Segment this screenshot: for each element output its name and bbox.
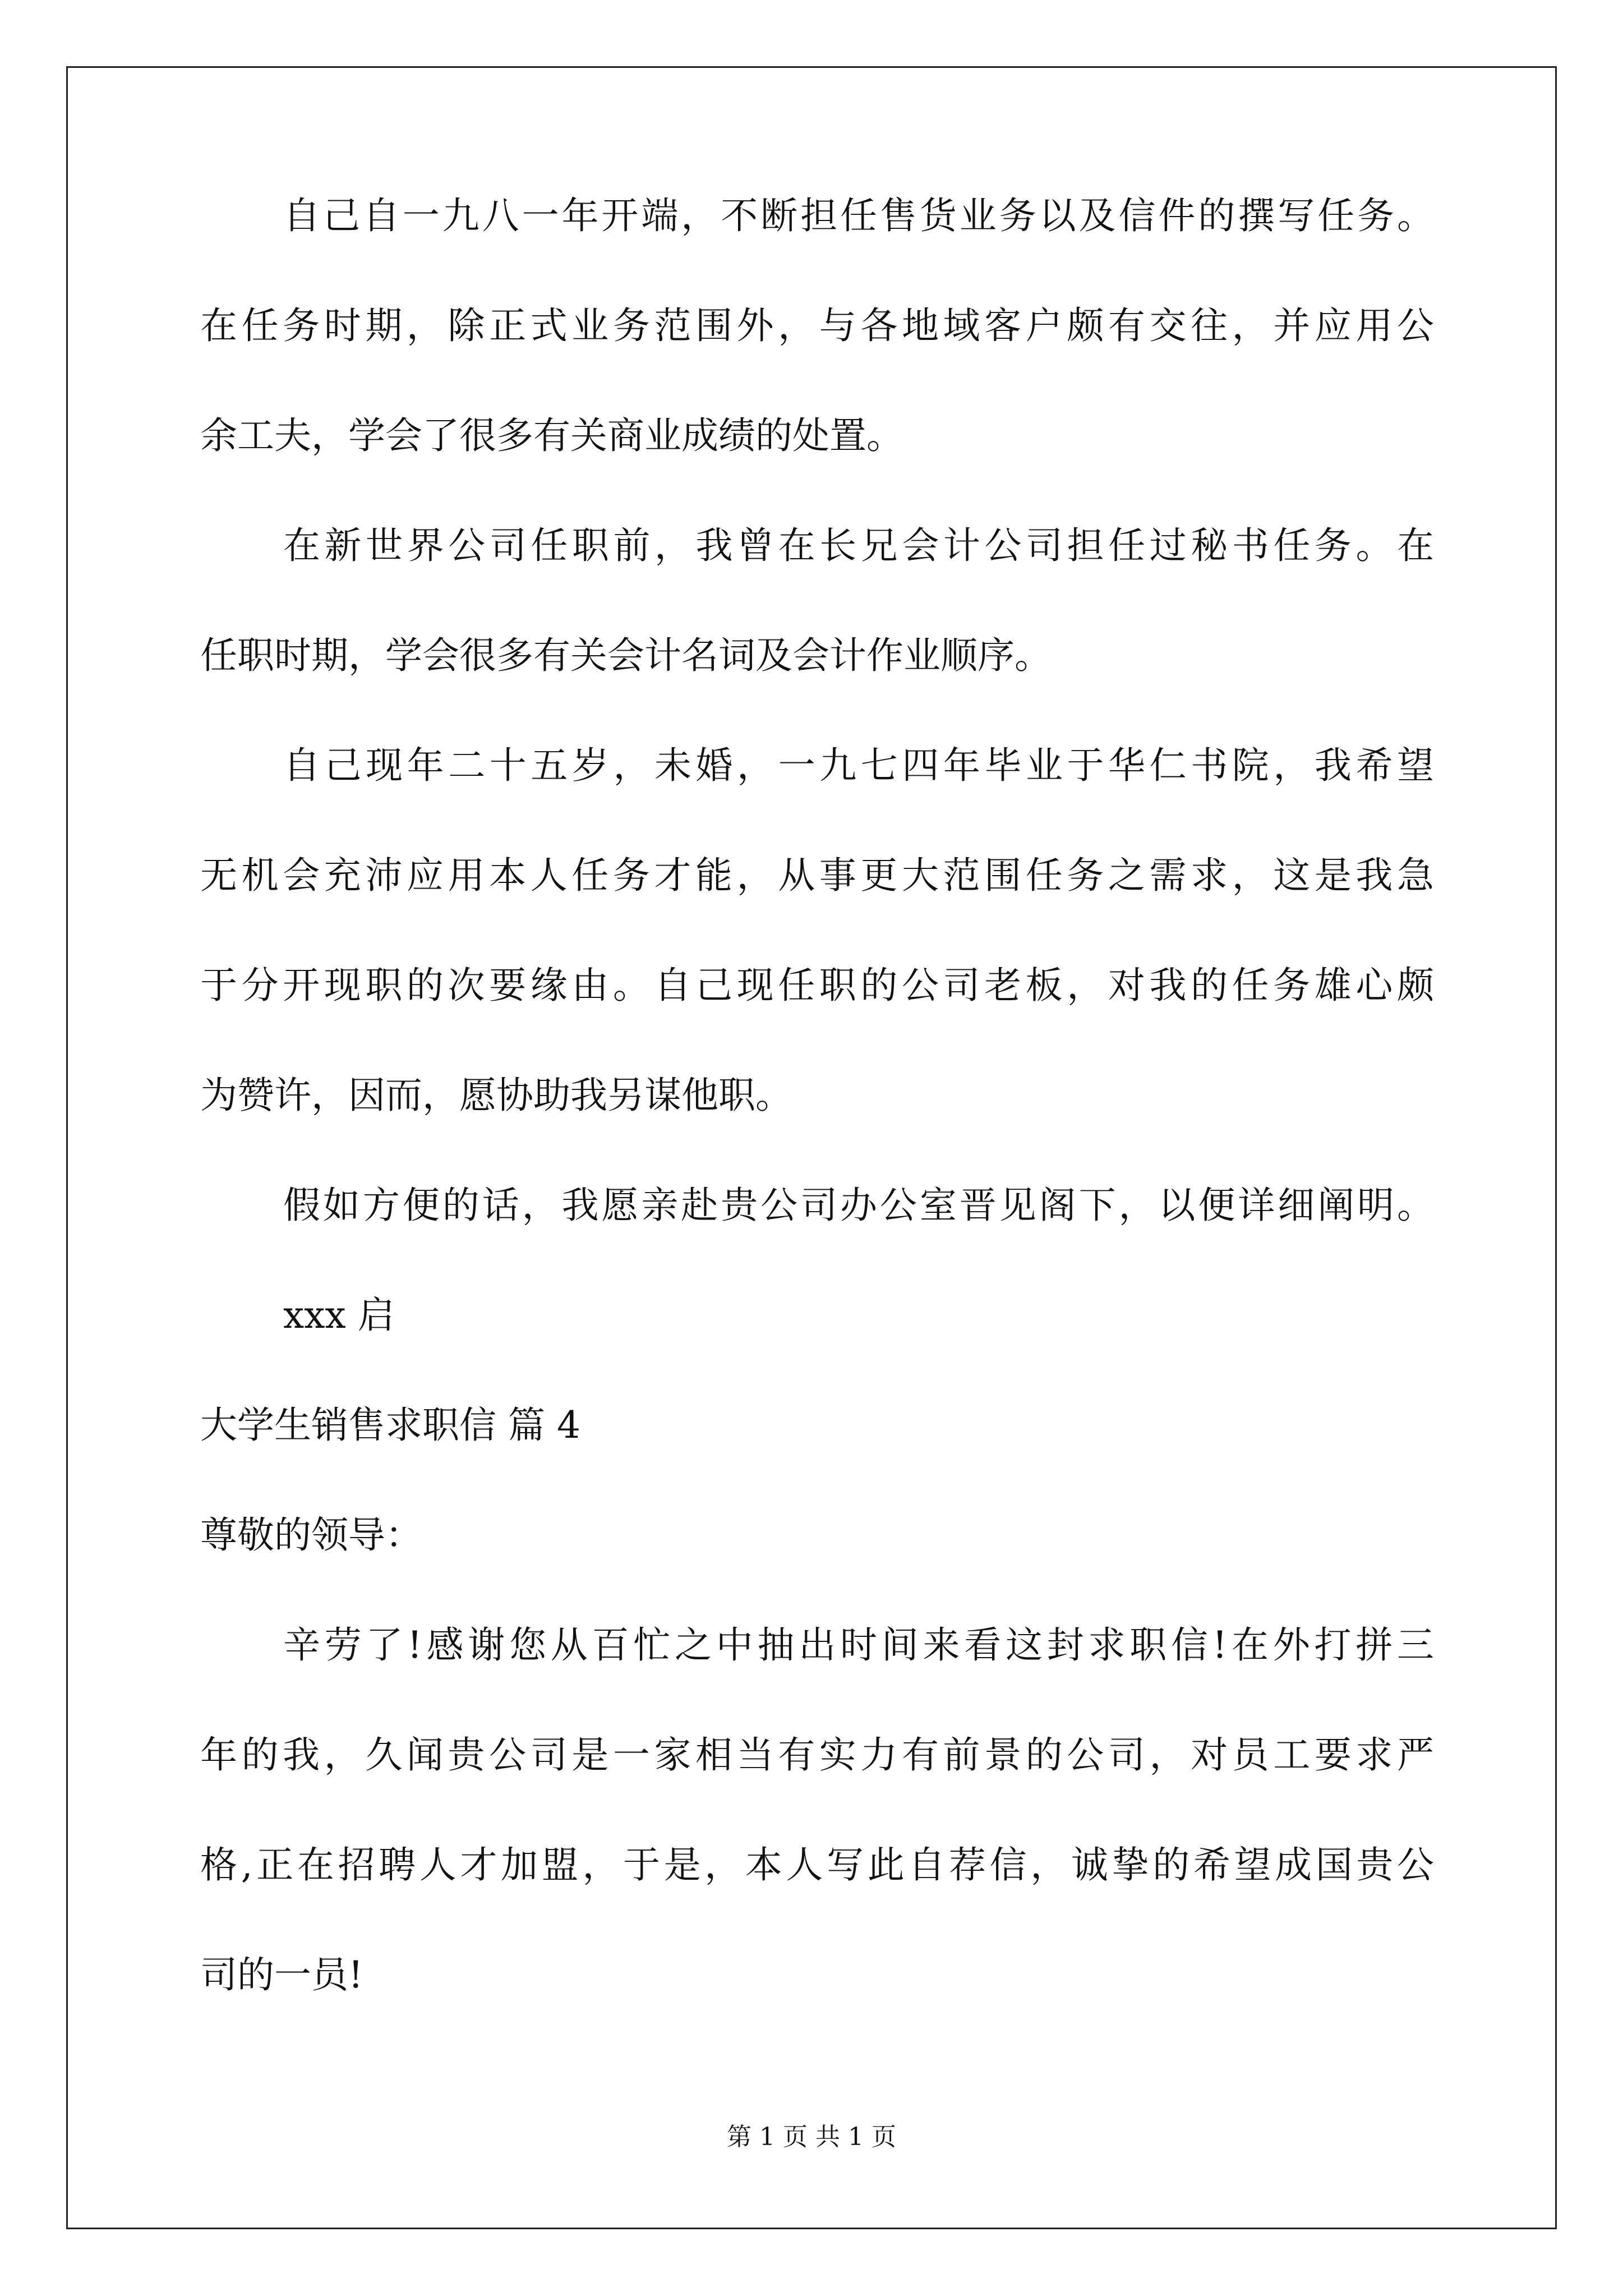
section-heading: 大学生销售求职信 篇 4 — [200, 1404, 580, 1447]
paragraph-line: 余工夫，学会了很多有关商业成绩的处置。 — [200, 414, 903, 457]
paragraph-line: 在新世界公司任职前，我曾在长兄会计公司担任过秘书任务。在 — [283, 524, 1434, 567]
signature-line: xxx 启 — [283, 1294, 395, 1337]
paragraph-line: 为赞许，因而，愿协助我另谋他职。 — [200, 1074, 792, 1117]
paragraph-line: 自己自一九八一年开端，不断担任售货业务以及信件的撰写任务。 — [283, 194, 1434, 237]
page-number-footer: 第 1 页 共 1 页 — [727, 2123, 896, 2151]
paragraph-line: 辛劳了!感谢您从百忙之中抽出时间来看这封求职信!在外打拼三 — [283, 1623, 1434, 1667]
paragraph-line: 格,正在招聘人才加盟，于是，本人写此自荐信，诚挚的希望成国贵公 — [200, 1843, 1434, 1887]
page-border — [66, 66, 1557, 2229]
paragraph-line: 无机会充沛应用本人任务才能，从事更大范围任务之需求，这是我急 — [200, 854, 1434, 897]
paragraph-line: 于分开现职的次要缘由。自己现任职的公司老板，对我的任务雄心颇 — [200, 964, 1434, 1007]
paragraph-line: 年的我，久闻贵公司是一家相当有实力有前景的公司，对员工要求严 — [200, 1733, 1434, 1777]
paragraph-line: 自己现年二十五岁，未婚，一九七四年毕业于华仁书院，我希望 — [283, 744, 1434, 787]
paragraph-line: 假如方便的话，我愿亲赴贵公司办公室晋见阁下，以便详细阐明。 — [283, 1184, 1434, 1227]
paragraph-line: 任职时期，学会很多有关会计名词及会计作业顺序。 — [200, 634, 1052, 677]
salutation: 尊敬的领导： — [200, 1513, 422, 1557]
paragraph-line: 在任务时期，除正式业务范围外，与各地域客户颇有交往，并应用公 — [200, 304, 1434, 347]
paragraph-line: 司的一员! — [200, 1953, 363, 1996]
